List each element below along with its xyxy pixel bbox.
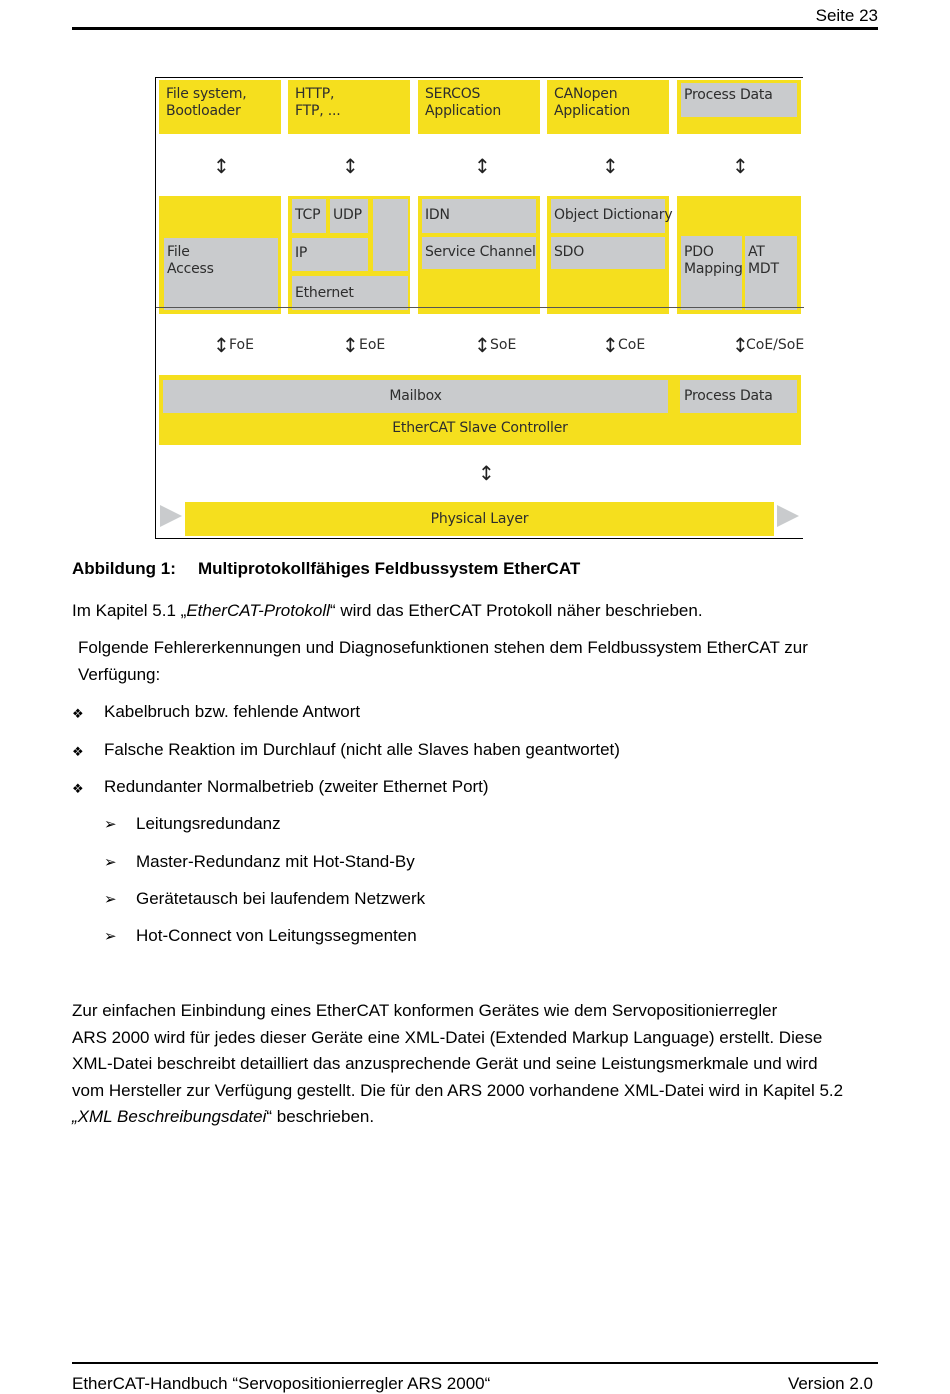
arrow-up-down-icon: ↕ [213,333,230,357]
slave-controller-block [159,375,801,445]
footer-version: Version 2.0 [787,1374,873,1393]
pdo-mapping-block [681,236,742,310]
at-mdt-label: AT MDT [748,244,779,277]
arrow-bullet-icon: ➢ [104,816,117,833]
page-number: Seite 23 [815,6,878,25]
app-label-canopen: CANopen Application [554,86,631,119]
diamond-bullet-icon: ❖ [72,781,84,796]
app-block-http [288,80,410,134]
ethernet-block [292,276,408,310]
arrow-bullet-icon: ➢ [104,891,117,908]
file-access-block [164,238,278,310]
caption-number: Abbildung 1: [72,559,176,578]
protocol-label-foe: FoE [229,337,254,353]
list-item-text: Falsche Reaktion im Durchlauf (nicht alle Slaves haben geantwortet) [104,740,620,759]
file-access-label: File Access [167,244,214,277]
process-data-top-grey [681,83,797,117]
arrow-up-down-icon: ↕ [478,461,495,485]
protocol-label-coe-soe: CoE/SoE [746,337,805,353]
sub-list-item-text: Gerätetausch bei laufendem Netzwerk [136,889,426,908]
footer-title: EtherCAT-Handbuch “Servopositionierregler ARS 2000“ [72,1374,491,1393]
arrow-up-down-icon: ↕ [732,154,749,178]
arrow-up-down-icon: ↕ [602,154,619,178]
closing-line: Zur einfachen Einbindung eines EtherCAT konformen Gerätes wie dem Servopositionierregler [72,1001,778,1020]
protocol-label-coe: CoE [618,337,646,353]
protocol-label-soe: SoE [490,337,517,353]
header-rule [72,27,878,30]
ip-block [292,238,368,271]
udp-label: UDP [333,207,362,223]
arrow-up-down-icon: ↕ [474,333,491,357]
list-item-text: Redundanter Normalbetrieb (zweiter Ethernet Port) [104,777,489,796]
stack-canopen [547,196,673,314]
app-label-http: HTTP, FTP, ... [295,86,341,119]
diagram-divider-line [156,307,804,308]
mailbox-block [163,380,668,413]
arrow-up-down-icon: ↕ [474,154,491,178]
diamond-bullet-icon: ❖ [72,706,84,721]
chapter-reference-link: EtherCAT-Protokoll [186,601,330,620]
app-label-sercos: SERCOS Application [425,86,502,119]
arrow-up-down-icon: ↕ [342,154,359,178]
stack-filesystem [159,196,281,314]
arrow-left-triangle-icon [160,505,182,527]
diamond-bullet-icon: ❖ [72,744,84,759]
arrow-up-down-icon: ↕ [342,333,359,357]
arrow-bullet-icon: ➢ [104,854,117,871]
ip-label: IP [295,245,308,261]
service-channel-label: Service Channel [425,244,536,260]
process-data-bottom-label: Process Data [684,388,773,404]
app-block-filesystem [159,80,281,134]
ethercat-protocol-diagram [155,77,803,539]
process-data-bottom-block [680,380,797,413]
pdo-mapping-label: PDO Mapping [684,244,743,277]
stack-sercos [418,196,540,314]
stack-tcpip [288,196,410,314]
closing-line: XML-Datei beschreibt detailliert das anzusprechende Gerät und seine Leistungsmerkmale und wird [72,1054,818,1073]
stack-process-data [677,196,801,314]
app-block-canopen [547,80,669,134]
udp-block [330,199,368,233]
sub-list-item-text: Hot-Connect von Leitungssegmenten [136,926,417,945]
physical-layer-label: Physical Layer [430,511,529,527]
intro-text-before: Im Kapitel 5.1 „ [72,601,187,620]
physical-layer-block [185,502,774,536]
slave-controller-label: EtherCAT Slave Controller [392,420,568,436]
object-dictionary-label: Object Dictionary [554,207,673,223]
protocol-label-eoe: EoE [359,337,386,353]
ethernet-label: Ethernet [295,285,354,301]
xml-chapter-reference: „XML Beschreibungsdatei [72,1107,267,1126]
tcp-label: TCP [295,207,321,223]
arrow-bullet-icon: ➢ [104,928,117,945]
closing-line: ARS 2000 wird für jedes dieser Geräte eine XML-Datei (Extended Markup Language) erstellt. Diese [72,1027,823,1047]
arrow-up-down-icon: ↕ [602,333,619,357]
closing-line-tail: “ beschrieben. [266,1107,375,1126]
intro-paragraph [72,598,878,625]
mailbox-label: Mailbox [389,388,442,404]
service-channel-block [422,237,536,269]
tcp-block [292,199,326,233]
app-label-process-data: Process Data [684,87,773,103]
lead-paragraph: Folgende Fehlererkennungen und Diagnosefunktionen stehen dem Feldbussystem EtherCAT zur Verfügung: [78,638,808,684]
closing-line [72,1104,878,1131]
closing-paragraph [72,998,878,1131]
arrow-up-down-icon: ↕ [732,333,749,357]
at-mdt-block [745,236,797,310]
sub-list-item-text: Leitungsredundanz [136,814,281,833]
arrow-up-down-icon: ↕ [213,154,230,178]
idn-label: IDN [425,207,450,223]
sub-list-item-text: Master-Redundanz mit Hot-Stand-By [136,852,415,871]
list-item-text: Kabelbruch bzw. fehlende Antwort [104,702,361,721]
figure-caption [72,559,580,579]
closing-line: vom Hersteller zur Verfügung gestellt. Die für den ARS 2000 vorhandene XML-Datei wird in Kapitel 5.2 [72,1080,844,1100]
idn-block [422,199,536,233]
app-label-filesystem: File system, Bootloader [166,86,247,119]
tcpip-side-block [373,199,408,271]
intro-text-after: “ wird das EtherCAT Protokoll näher beschrieben. [329,601,703,620]
app-block-process-data [677,80,801,134]
sdo-block [551,237,665,269]
footer-rule [72,1362,878,1364]
object-dictionary-block [551,199,673,233]
caption-title: Multiprotokollfähiges Feldbussystem EtherCAT [198,559,581,578]
arrow-right-triangle-icon [777,505,799,527]
sdo-label: SDO [554,244,585,260]
app-block-sercos [418,80,540,134]
